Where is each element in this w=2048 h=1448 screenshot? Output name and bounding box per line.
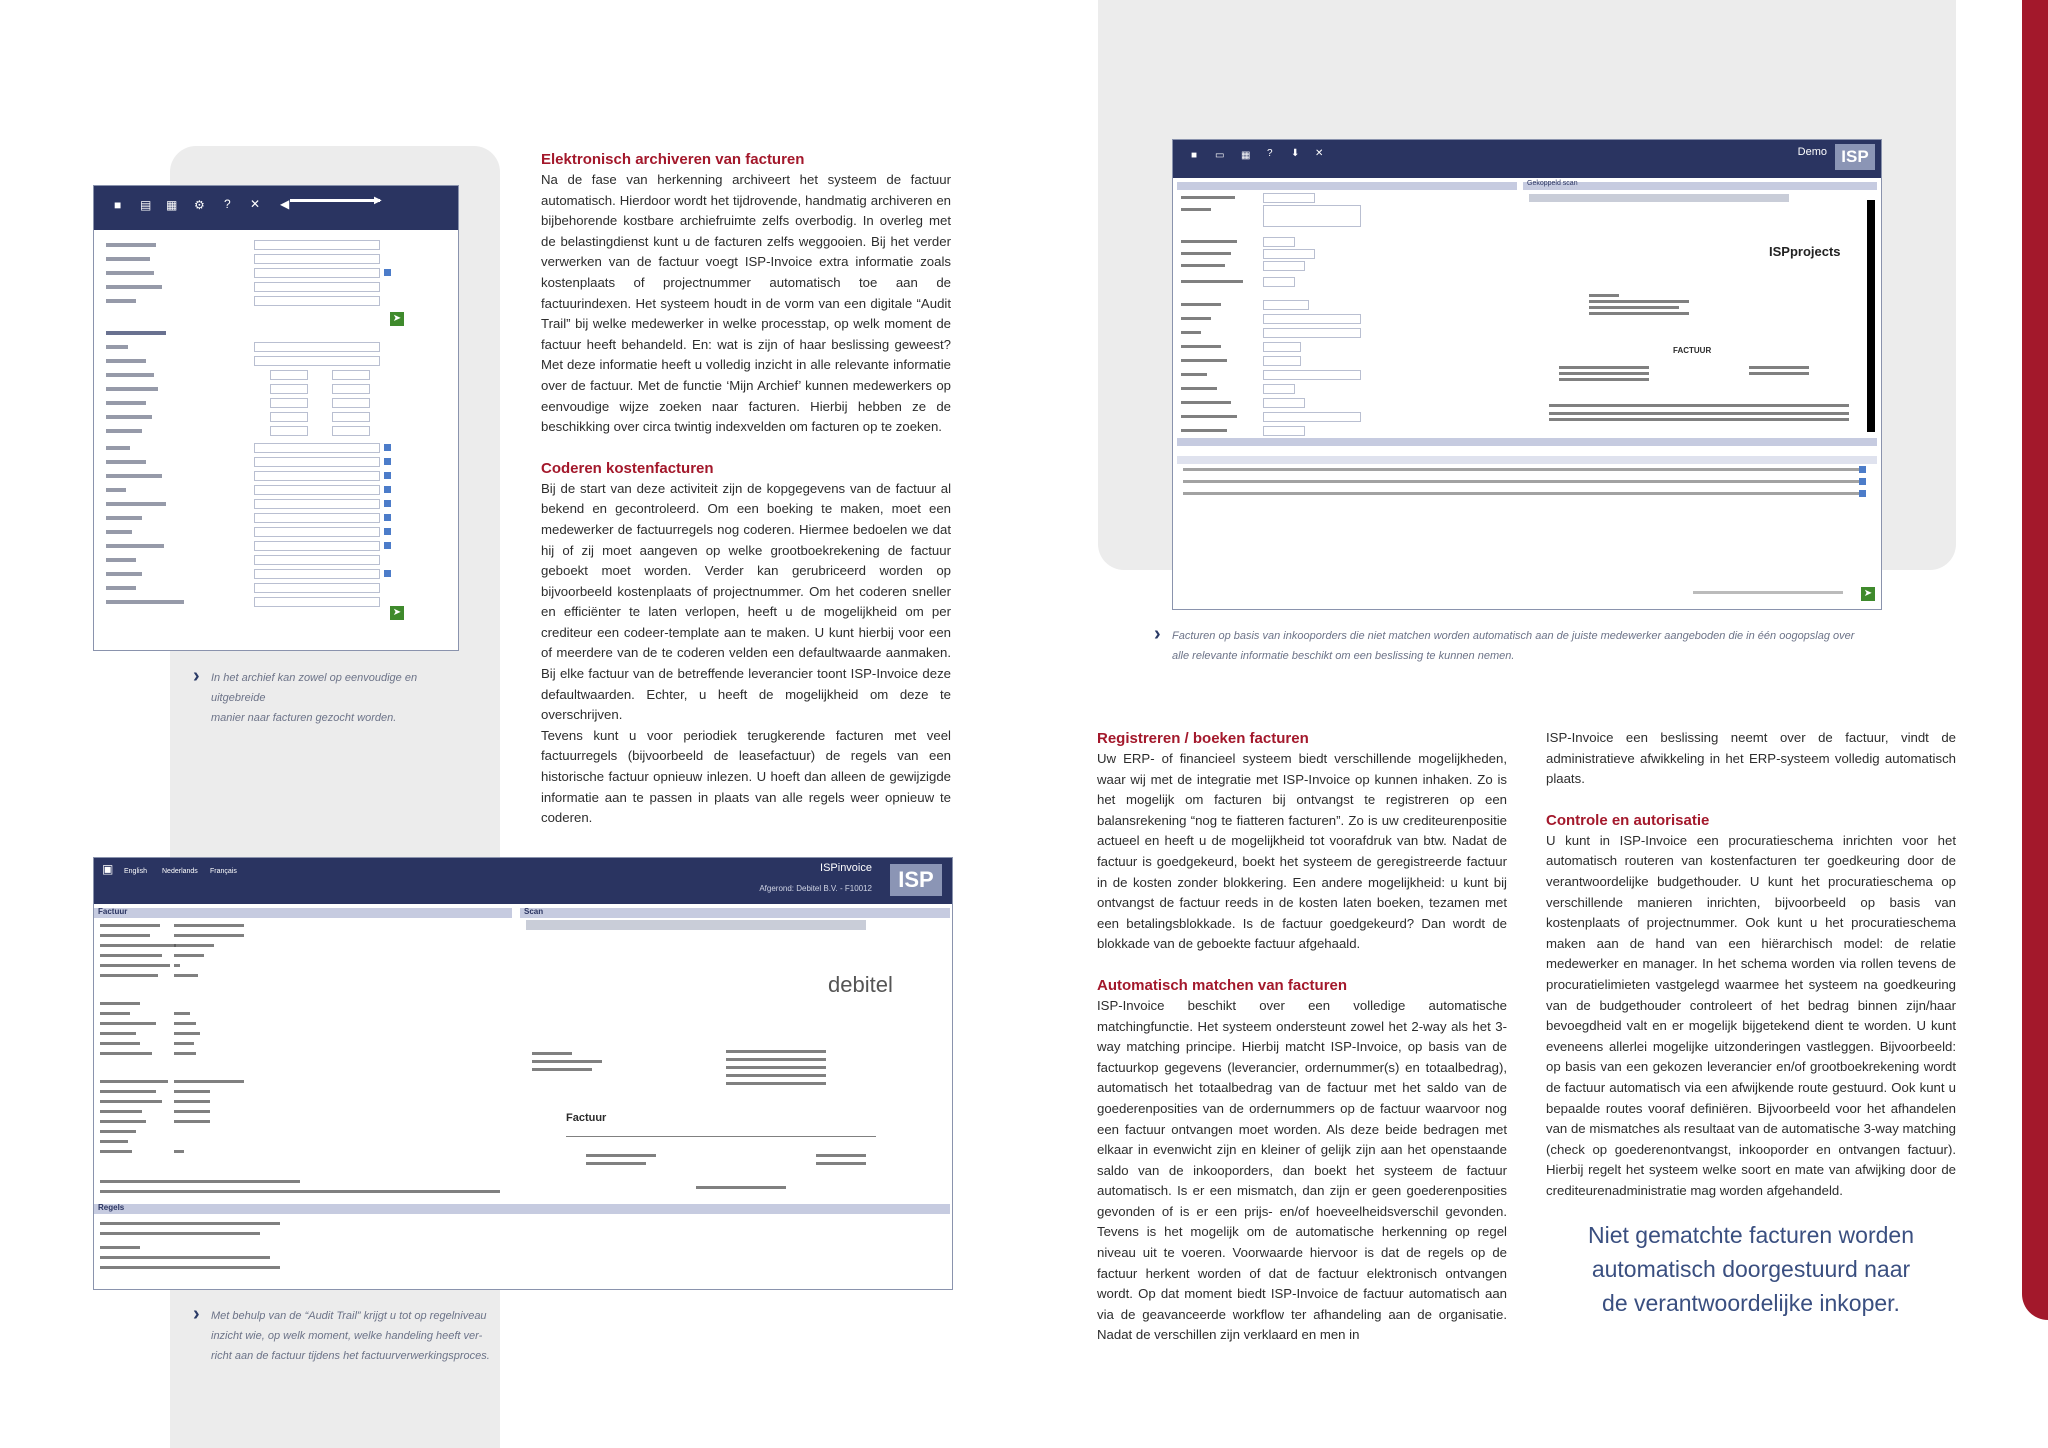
paging-bar bbox=[290, 199, 380, 202]
matching-scan-document bbox=[1529, 200, 1875, 432]
audit-caption bbox=[193, 1303, 511, 1366]
body-paragraph: ISP-Invoice een beslissing neemt over de factuur, vindt de administratieve afwikkeling in het ERP-systeem volledig automatisch plaats. bbox=[1546, 730, 1956, 787]
body-paragraph: Na de fase van herkenning archiveert het systeem de factuur automatisch. Hierdoor wordt het tijdrovende, handmatig archiveren en bijbehorende kostbare archiefruimte zelfs overbodig. In overleg met de belastingdienst kunt u de facturen zelfs weggooien. Bij het verder verwerken van de factuur voegt ISP-Invoice extra informatie zoals kostenplaats of projectnummer automatisch toe aan de factuurindexen. Het systeem houdt in de vorm van een digitale “Audit Trail” bij welke medewerker in welke processtap, op welk moment de factuur heeft behandeld. En: wat is zijn of haar beslissing geweest? Met deze informatie heeft u volledig inzicht in alle relevante informatie over de factuur. Met de functie ‘Mijn Archief’ kunnen medewerkers op eenvoudige wijze zoeken naar facturen. Hierbij hebben ze de beschikking over circa twintig indexvelden om facturen op te zoeken. bbox=[541, 172, 951, 435]
settings-icon[interactable]: ⚙ bbox=[194, 198, 205, 212]
archive-toolbar bbox=[94, 186, 458, 230]
body-paragraph: Bij de start van deze activiteit zijn de kopgegevens van de factuur al bekend en gecontroleerd. Om een boeking te maken, moet een medewerker de factuurregels nog coderen. Hiermee bedoelen we dat hij of zij moet aangeven op welke grootboekrekening de factuur geboekt moet worden. Verder kan gerubriceerd worden op bijvoorbeeld kostenplaats of projectnummer. Om het coderen sneller en efficiënter te laten verlopen, heeft u de mogelijkheid om per crediteur een codeer-template aan te maken. U kunt hierbij voor een of meerdere van de te coderen velden een defaultwaarde aanmaken. Bij elke factuur van de betreffende leverancier toont ISP-Invoice deze defaultwaarden. Echter, u heeft de mogelijkheid om deze te overschrijven. bbox=[541, 480, 951, 723]
print-icon[interactable]: ▭ bbox=[1215, 150, 1225, 161]
lookup-icon[interactable] bbox=[384, 269, 391, 276]
body-paragraph: ISP-Invoice beschikt over een volledige automatische matchingfunctie. Het systeem ondersteunt zowel het 2-way als het 3-way matching principe. Hierbij matcht ISP-Invoice, op basis van de factuurkop gegevens (leverancier, ordernummer(s) en totaalbedrag), automatisch het totaalbedrag van de factuur met het saldo van de goederenposities van de ordernummers op de factuur waarvoor nog een factuur ontvangen moet worden. Als deze beide bedragen met elkaar in evenwicht zijn en kleiner of gelijk zijn aan het openstaande saldo van de inkooporders, dan boekt het systeem de factuur automatisch. Is er een mismatch, dan zijn er geen goederenposities gevonden of is er een prijs- en/of hoeveelheidsverschil gevonden. Tevens is het mogelijk om de automatische herkenning op regel niveau uit te voeren. Voorwaarde hiervoor is dat de regels op de factuur herkent worden of dat de factuur elektronisch ontvangen wordt. Op dat moment biedt ISP-Invoice de factuur automatisch aan via de geavanceerde workflow ter afhandeling aan de organisatie. Nadat de verschillen zijn verklaard en men in bbox=[1097, 997, 1507, 1343]
matching-screenshot bbox=[1172, 139, 1882, 610]
matching-confirm-button[interactable]: ➤ bbox=[1861, 587, 1875, 601]
document-title: Factuur bbox=[566, 1112, 607, 1124]
archive-search-button[interactable]: ➤ bbox=[390, 606, 404, 620]
search-go-button[interactable]: ➤ bbox=[390, 312, 404, 326]
isp-logo: ISP bbox=[890, 864, 942, 896]
close-icon[interactable]: ✕ bbox=[1315, 148, 1324, 159]
pull-quote bbox=[1546, 1218, 1956, 1320]
chevron-right-icon: › bbox=[1154, 623, 1161, 645]
regels-panel-header: Regels bbox=[94, 1204, 950, 1214]
section-heading: Coderen kostenfacturen bbox=[541, 459, 714, 477]
goods-positions-tabs[interactable] bbox=[1177, 438, 1877, 446]
chevron-right-icon: › bbox=[193, 1303, 200, 1325]
caption-line: alle relevante informatie beschikt om een beslissing te kunnen nemen. bbox=[1172, 650, 1515, 662]
caption-line: manier naar facturen gezocht worden. bbox=[211, 712, 397, 724]
body-paragraph: Uw ERP- of financieel systeem biedt verschillende mogelijkheden, waar wij met de integratie met ISP-Invoice op kunnen inhaken. Zo is het mogelijk om facturen bij ontvangst te registreren op een balansrekening “nog te fiatteren facturen”. Zo is uw crediteurenpositie actueel en heeft u de mogelijkheid tot voorafdruk van btw. Nadat de factuur is goedgekeurd, boekt het systeem de geregistreerde factuur in de kosten zonder blokkering. Een andere mogelijkheid: u kunt bij ontvangst de factuur reeds in de kosten laten boeken, tezamen met een betalingsblokkade. Is de factuur goedgekeurd? Dan wordt de blokkade van de geboekte factuur afgehaald. bbox=[1097, 751, 1507, 952]
middle-text-column bbox=[1097, 728, 1507, 1346]
report-icon[interactable]: ▦ bbox=[166, 198, 178, 212]
download-icon[interactable]: ⬇ bbox=[1291, 148, 1300, 159]
search-field[interactable] bbox=[254, 240, 380, 250]
search-field[interactable] bbox=[254, 296, 380, 306]
section-heading: Automatisch matchen van facturen bbox=[1097, 976, 1348, 994]
caption-line: inzicht wie, op welk moment, welke handeling heeft ver- bbox=[211, 1330, 483, 1342]
body-paragraph: Tevens kunt u voor periodiek terugkerende facturen met veel factuurregels (bijvoorbeeld de leasefactuur) de regels van een historische factuur opnieuw inlezen. U hoeft dan alleen de gewijzigde informatie aan te passen in plaats van alle regels weer opnieuw te coderen. bbox=[541, 727, 951, 826]
help-icon[interactable]: ? bbox=[1267, 148, 1273, 159]
language-link[interactable]: English bbox=[124, 868, 147, 875]
factuur-panel-header: Factuur bbox=[94, 908, 512, 918]
pull-quote-line: de verantwoordelijke inkoper. bbox=[1602, 1290, 1900, 1316]
brand-logo: ISPprojects bbox=[1769, 244, 1841, 259]
back-icon[interactable]: ◀ bbox=[280, 197, 290, 211]
chevron-right-icon: › bbox=[193, 665, 200, 687]
close-icon[interactable]: ✕ bbox=[250, 197, 261, 211]
save-icon[interactable]: ■ bbox=[114, 198, 122, 212]
origin-select[interactable] bbox=[254, 356, 380, 366]
brand-logo: debitel bbox=[828, 972, 893, 997]
language-link[interactable]: Nederlands bbox=[162, 868, 198, 875]
scan-document bbox=[526, 932, 936, 1197]
caption-line: In het archief kan zowel op eenvoudige en uitgebreide bbox=[211, 672, 418, 704]
matching-toolbar bbox=[1173, 140, 1881, 178]
page-edge-red-bar bbox=[2022, 0, 2048, 1320]
audit-subtitle: Afgerond: Debitel B.V. - F10012 bbox=[759, 884, 872, 893]
search-field[interactable] bbox=[254, 268, 380, 278]
body-paragraph: U kunt in ISP-Invoice een procuratieschema inrichten voor het automatisch routeren van kostenfacturen ter goedkeuring door de verantwoordelijke budgethouder. U kunt het procuratieschema op verschillende manieren inrichten, bijvoorbeeld op basis van kostenplaats of projectnummer. Ook kunt u het procuratieschema maken aan de hand van een hiërarchisch model: de relatie medewerker en manager. In het schema worden via rollen tevens de procuratielimieten vastgelegd waarmee het systeem na goedkeuring van de budgethouder controleert of het bedrag binnen zijn/haar bevoegdheid valt en er mogelijk bijgetekend dient te worden. U kunt eveneens allerlei mogelijke uitzonderingen vastleggen. Bijvoorbeeld: op basis van een gekozen leverancier en/of grootboekrekening wordt de factuur automatisch via een afwijkende route gestuurd. Ook kunt u bepaalde routes vooraf definiëren. Bijvoorbeeld voor het afhandelen van de mismatches als resultaat van de automatische 3-way matching (check op goederenontvangst, inkooporder en ontvangen factuur). Hierbij regelt het systeem welke soort en mate van afwijking door de crediteurenadministratie mag worden afgehandeld. bbox=[1546, 832, 1956, 1198]
save-icon[interactable]: ■ bbox=[1191, 150, 1198, 161]
section-heading: Registreren / boeken facturen bbox=[1097, 730, 1309, 747]
isp-logo: ISP bbox=[1835, 144, 1875, 170]
list-icon[interactable]: ▤ bbox=[140, 198, 152, 212]
search-field[interactable] bbox=[254, 282, 380, 292]
audit-trail-screenshot bbox=[93, 857, 953, 1290]
forward-icon[interactable]: ▶ bbox=[374, 195, 382, 206]
pull-quote-line: Niet gematchte facturen worden bbox=[1587, 1222, 1914, 1248]
product-name: ISPinvoice bbox=[820, 862, 872, 874]
matching-caption bbox=[1154, 623, 1872, 666]
report-icon[interactable]: ▦ bbox=[1241, 150, 1251, 161]
scan-panel-header: Scan bbox=[520, 908, 950, 918]
archive-search-screenshot bbox=[93, 185, 459, 651]
scan-toolbar bbox=[1529, 194, 1789, 202]
document-title: FACTUUR bbox=[1673, 346, 1712, 355]
sort-select[interactable] bbox=[254, 583, 380, 593]
pull-quote-line: automatisch doorgestuurd naar bbox=[1591, 1256, 1911, 1282]
window-title: Demo bbox=[1797, 146, 1827, 158]
home-icon[interactable]: ▣ bbox=[102, 862, 114, 876]
section-heading: Elektronisch archiveren van facturen bbox=[541, 151, 805, 168]
search-field[interactable] bbox=[254, 254, 380, 264]
audit-header bbox=[94, 858, 952, 904]
caption-line: Facturen op basis van inkooporders die niet matchen worden automatisch aan de juiste medewerker aangeboden die in één oogopslag over bbox=[1172, 630, 1855, 642]
right-text-column bbox=[1546, 728, 1956, 1201]
goods-table-header bbox=[1177, 456, 1877, 464]
caption-line: Met behulp van de “Audit Trail” krijgt u tot op regelniveau bbox=[211, 1310, 487, 1322]
status-select[interactable] bbox=[254, 342, 380, 352]
matching-tabs[interactable] bbox=[1177, 182, 1517, 190]
language-link[interactable]: Français bbox=[210, 868, 237, 875]
scan-panel-header: Gekoppeld scan bbox=[1523, 182, 1877, 190]
section-heading: Controle en autorisatie bbox=[1546, 811, 1710, 829]
help-icon[interactable]: ? bbox=[224, 197, 231, 211]
scan-toolbar bbox=[526, 920, 866, 930]
left-text-column bbox=[541, 149, 951, 829]
scan-scrollbar[interactable] bbox=[1867, 200, 1875, 432]
caption-line: richt aan de factuur tijdens het factuurverwerkingsproces. bbox=[211, 1350, 490, 1362]
archive-caption bbox=[193, 665, 471, 728]
